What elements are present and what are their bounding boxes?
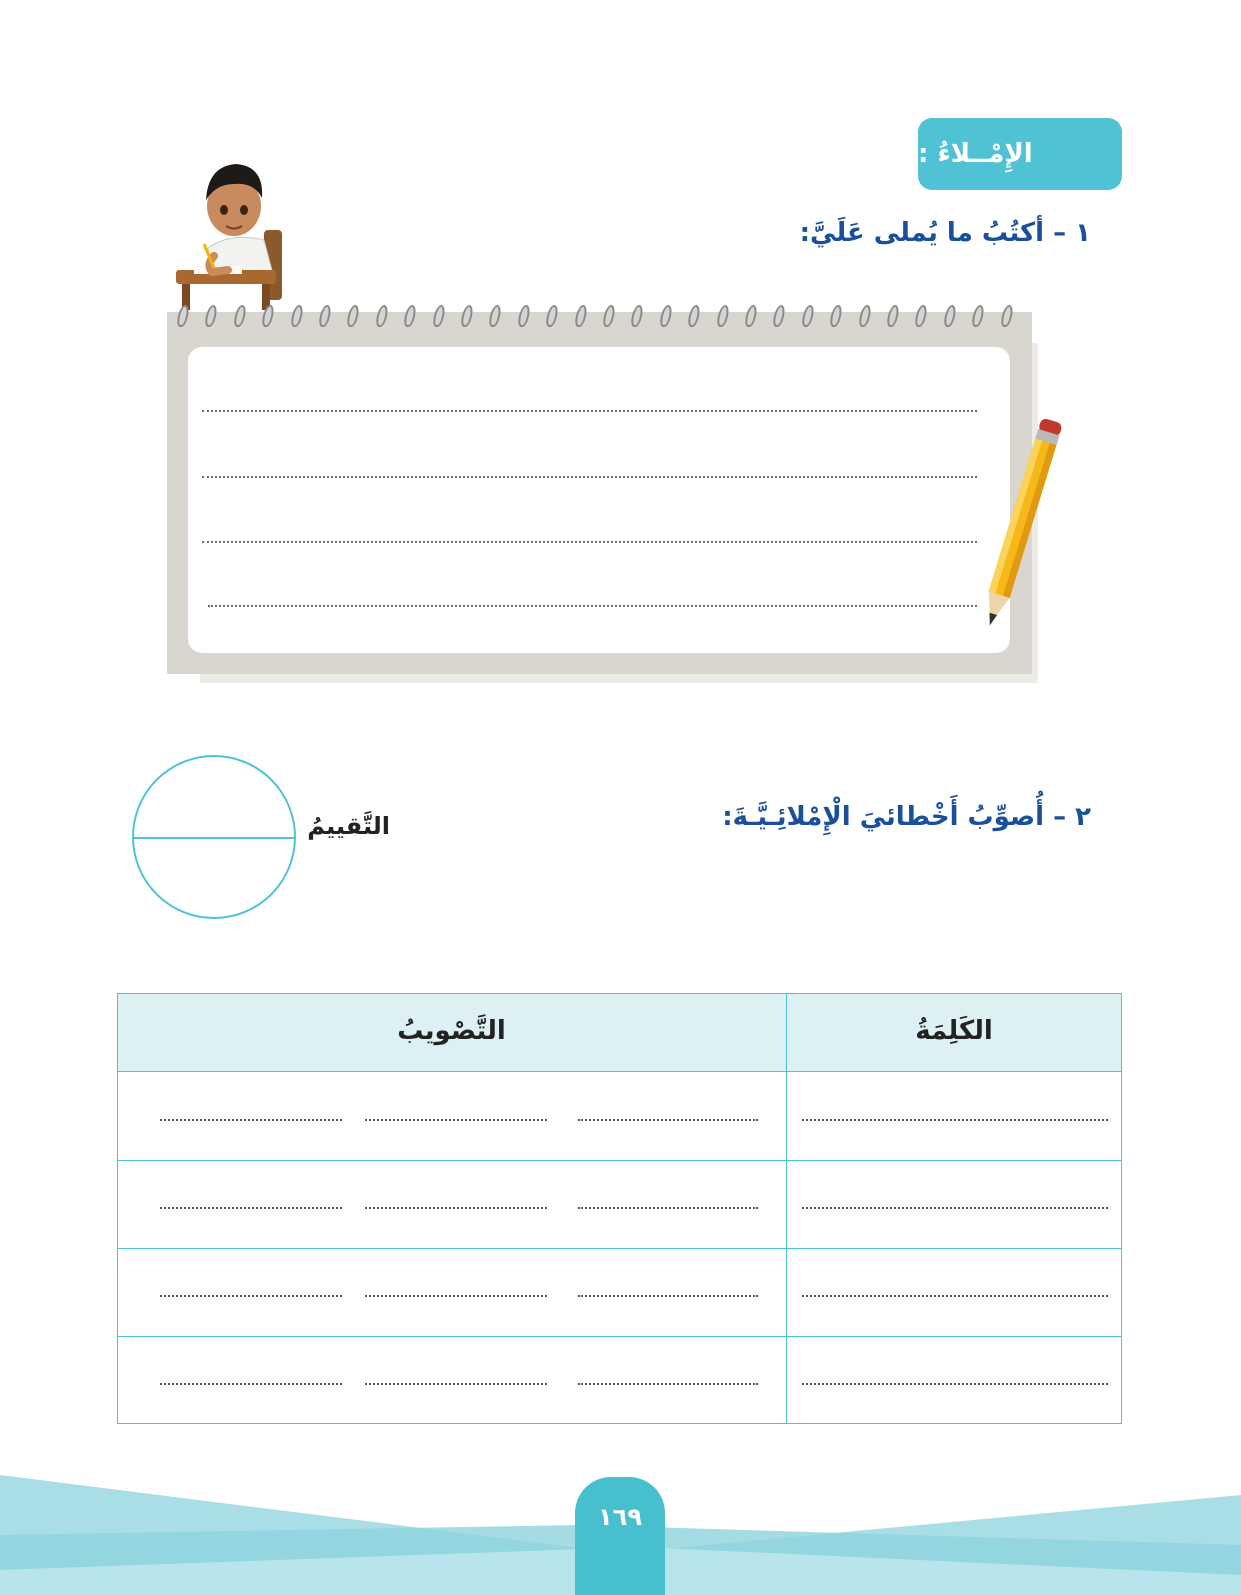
notebook-paper (188, 347, 1010, 653)
rating-divider (132, 837, 296, 839)
dictation-line[interactable] (202, 541, 977, 543)
table-divider (117, 1071, 1122, 1072)
pencil-icon (975, 414, 1065, 646)
correction-answer-line[interactable] (160, 1119, 342, 1121)
correction-answer-line[interactable] (160, 1207, 342, 1209)
correction-answer-line[interactable] (365, 1383, 547, 1385)
correction-answer-line[interactable] (365, 1295, 547, 1297)
dictation-line[interactable] (202, 410, 977, 412)
table-divider (117, 1336, 1122, 1337)
section-badge (918, 118, 1122, 190)
word-answer-line[interactable] (802, 1383, 1108, 1385)
correction-answer-line[interactable] (160, 1383, 342, 1385)
header-word: الكَلِمَةُ (915, 1016, 993, 1046)
correction-answer-line[interactable] (578, 1119, 758, 1121)
header-correction: التَّصْويبُ (397, 1016, 506, 1046)
word-answer-line[interactable] (802, 1207, 1108, 1209)
word-answer-line[interactable] (802, 1295, 1108, 1297)
correction-answer-line[interactable] (365, 1207, 547, 1209)
dictation-line[interactable] (202, 476, 977, 478)
table-divider (117, 1248, 1122, 1249)
page-number: ١٦٩ (598, 1503, 642, 1531)
table-column-divider (786, 993, 787, 1424)
correction-answer-line[interactable] (365, 1119, 547, 1121)
correction-answer-line[interactable] (578, 1207, 758, 1209)
word-answer-line[interactable] (802, 1119, 1108, 1121)
table-divider (117, 1160, 1122, 1161)
page-number-tab (575, 1477, 665, 1595)
rating-label: التَّقييمُ (307, 812, 390, 840)
student-writing-illustration (168, 148, 292, 310)
dictation-line[interactable] (208, 605, 977, 607)
question-1-title: ١ – أكتُبُ ما يُملى عَلَيَّ: (799, 218, 1091, 248)
correction-answer-line[interactable] (578, 1295, 758, 1297)
section-title: الإِمْــلاءُ : (918, 139, 1033, 169)
correction-answer-line[interactable] (160, 1295, 342, 1297)
question-2-title: ٢ – أُصوِّبُ أَخْطائيَ الْإِمْلائِـيَّـةَ: (722, 802, 1091, 832)
correction-answer-line[interactable] (578, 1383, 758, 1385)
